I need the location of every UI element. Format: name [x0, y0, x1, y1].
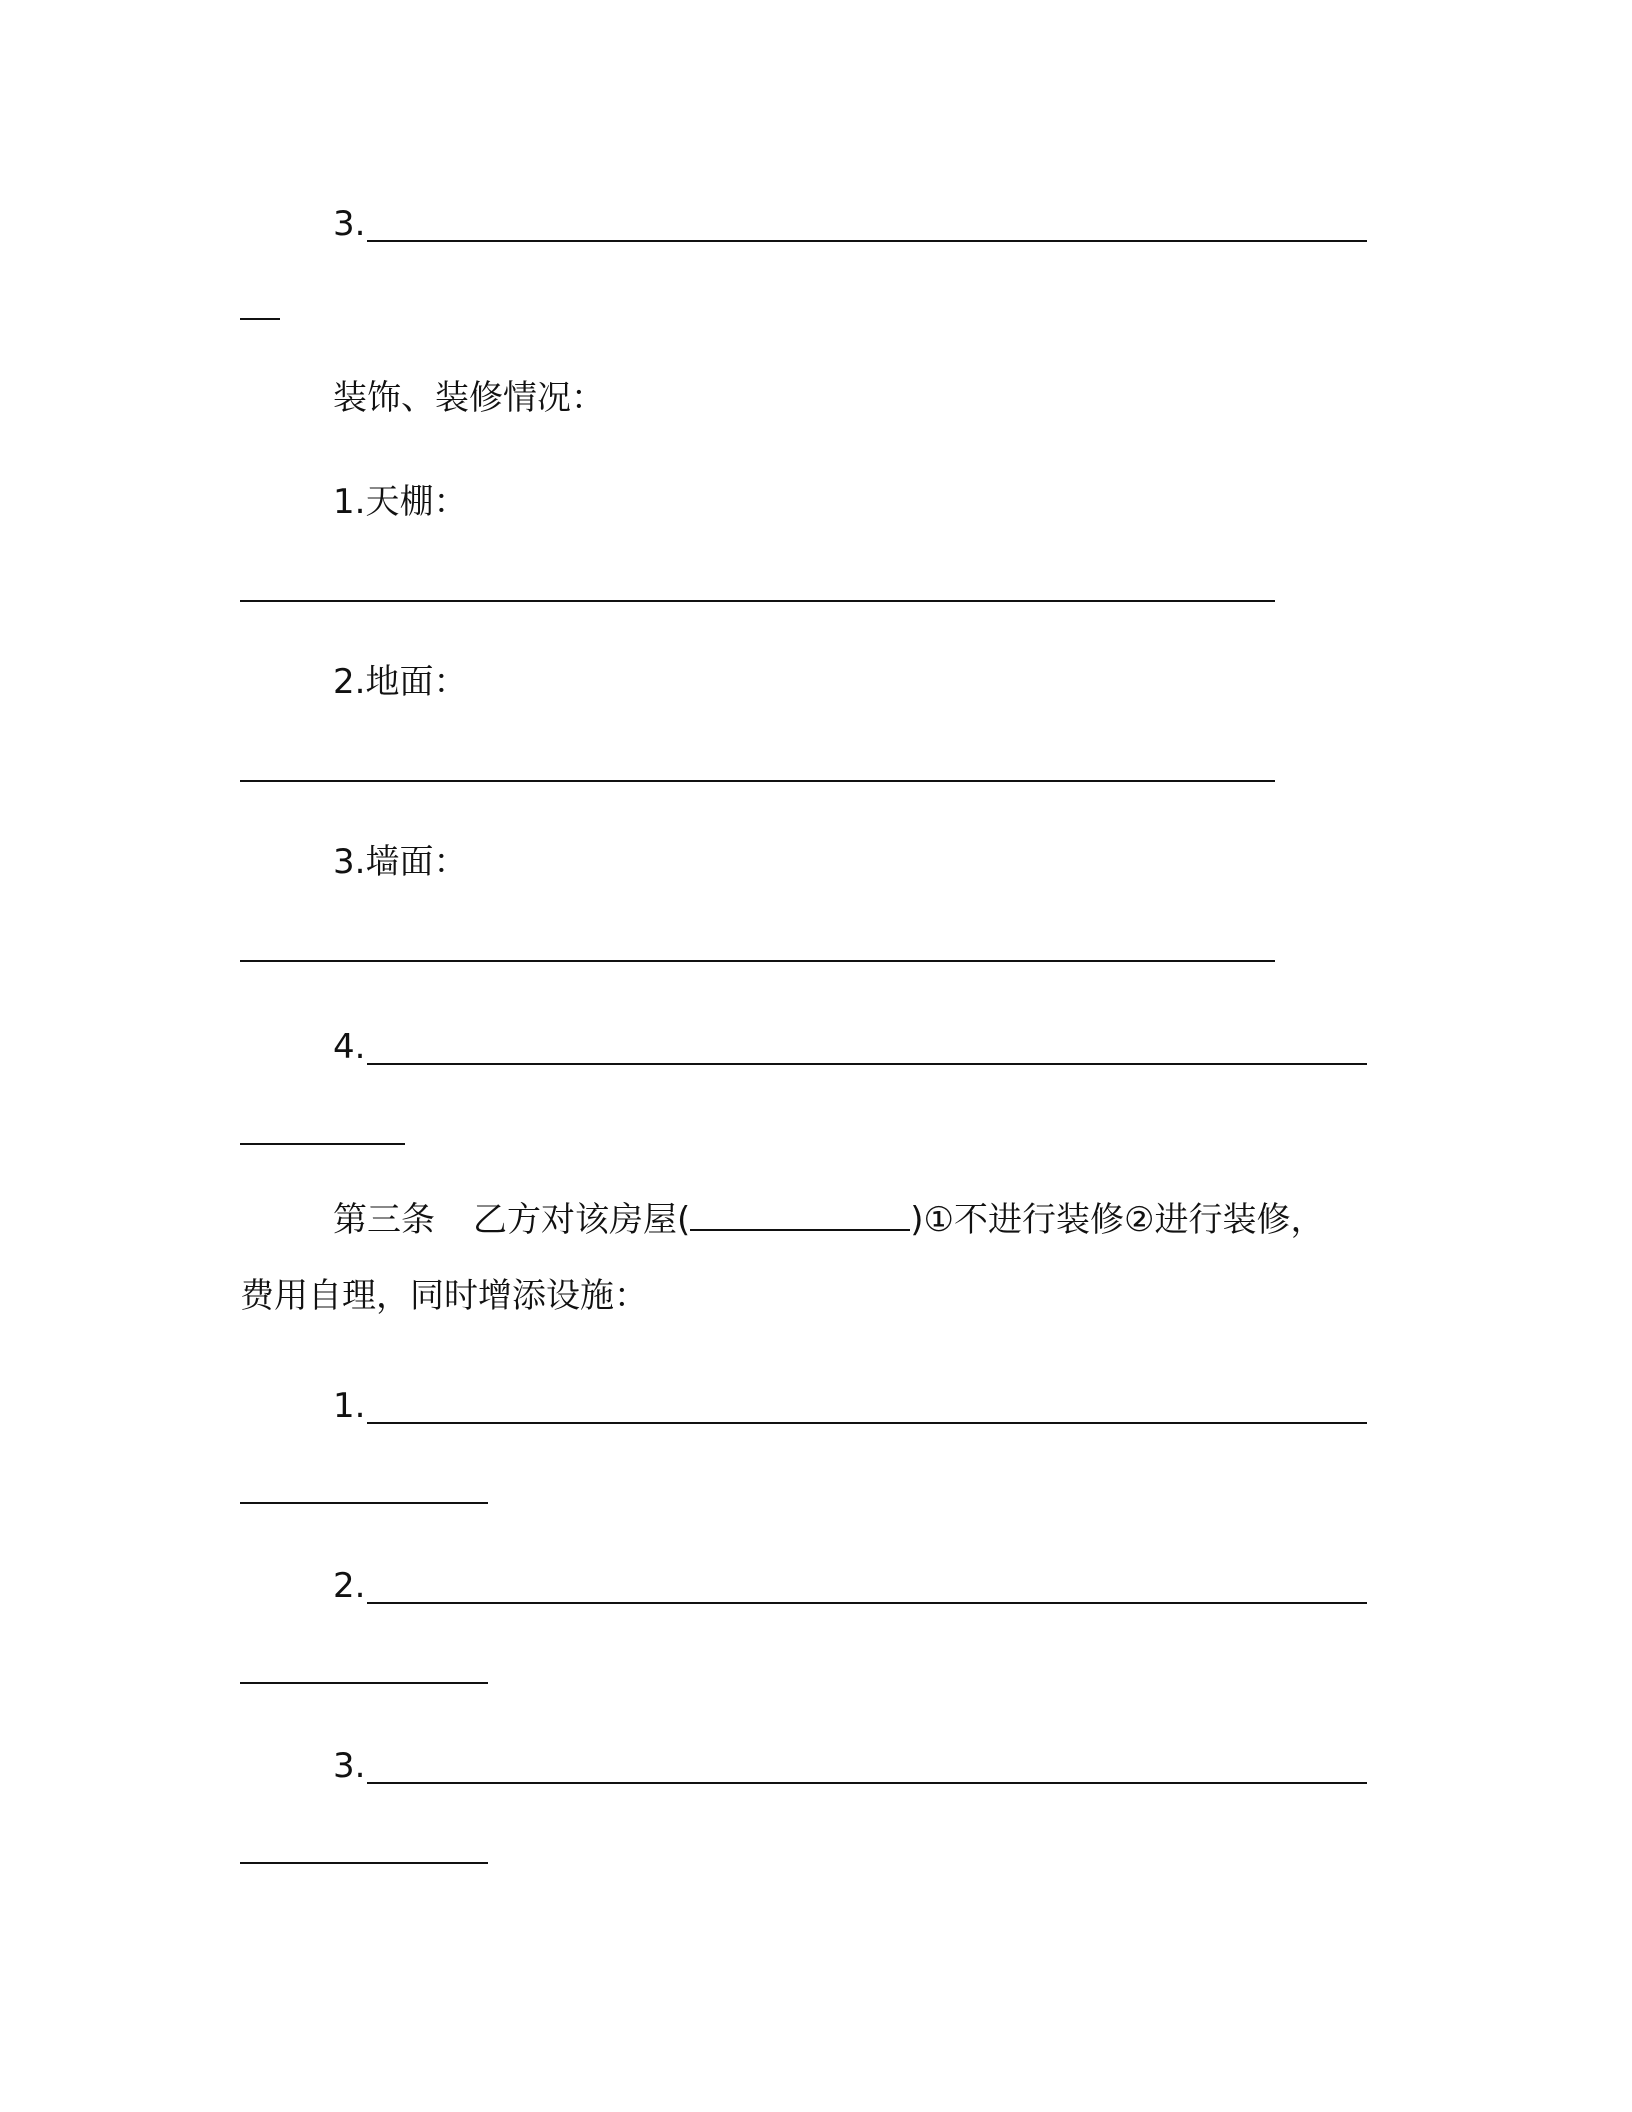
blank-line-continuation [240, 318, 280, 320]
facility-2-blank-continuation [240, 1682, 488, 1684]
facility-2-blank-line [367, 1602, 1367, 1604]
facility-1-blank-line [367, 1422, 1367, 1424]
floor-blank-line [240, 780, 1275, 782]
item-3-number: 3. [333, 204, 366, 244]
article-3-text-after: )①不进行装修②进行装修， [910, 1200, 1325, 1240]
blank-line [367, 240, 1367, 242]
facility-3-number: 3. [333, 1746, 366, 1786]
wall-blank-line [240, 960, 1275, 962]
floor-label: 2.地面： [333, 662, 468, 702]
article-3-continuation: 费用自理，同时增添设施： [240, 1276, 648, 1316]
wall-label: 3.墙面： [333, 842, 468, 882]
ceiling-label: 1.天棚： [333, 482, 468, 522]
facility-3-blank-line [367, 1782, 1367, 1784]
item-4-blank-continuation [240, 1143, 405, 1145]
decoration-heading: 装饰、装修情况： [333, 378, 605, 418]
facility-2-number: 2. [333, 1566, 366, 1606]
item-4-blank-line [367, 1063, 1367, 1065]
facility-3-blank-continuation [240, 1862, 488, 1864]
facility-1-number: 1. [333, 1386, 366, 1426]
article-3-label: 第三条 [333, 1200, 435, 1240]
article-3-inline-blank [690, 1199, 910, 1231]
article-3-paragraph [333, 1198, 1325, 1242]
ceiling-blank-line [240, 600, 1275, 602]
facility-1-blank-continuation [240, 1502, 488, 1504]
item-4-number: 4. [333, 1027, 366, 1067]
article-3-text-before: 乙方对该房屋( [473, 1200, 691, 1240]
